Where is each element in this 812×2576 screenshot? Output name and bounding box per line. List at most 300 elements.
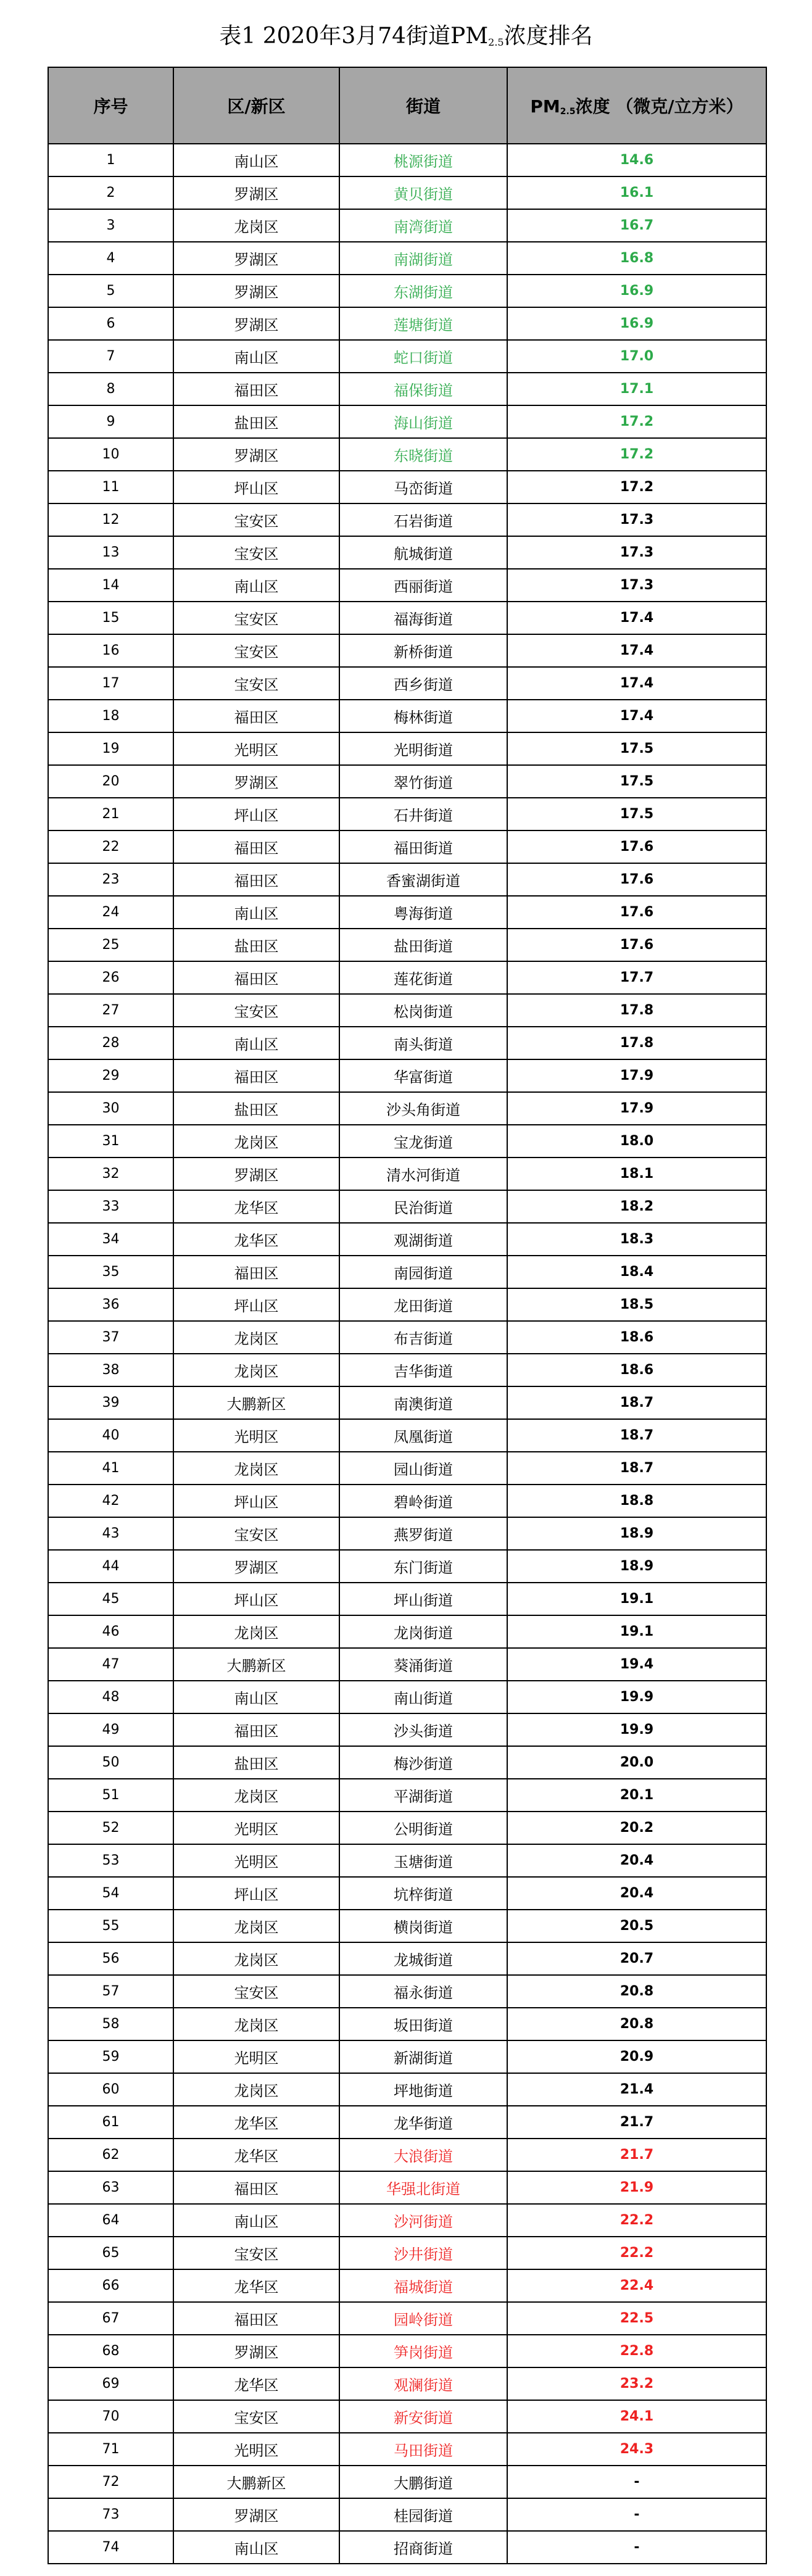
street-cell: 坪地街道 (339, 2073, 507, 2106)
street-cell: 福城街道 (339, 2269, 507, 2302)
value-cell: 17.3 (507, 569, 766, 602)
district-cell: 坪山区 (173, 1877, 339, 1910)
table-row (48, 1746, 766, 1779)
table-row (48, 503, 766, 536)
district-cell: 福田区 (173, 2302, 339, 2335)
value-cell: 21.4 (507, 2073, 766, 2106)
table-row (48, 863, 766, 896)
district-cell: 罗湖区 (173, 275, 339, 307)
table-row (48, 2367, 766, 2400)
value-cell: 17.7 (507, 961, 766, 994)
table-row (48, 2531, 766, 2564)
street-cell: 马峦街道 (339, 471, 507, 503)
value-cell: 20.5 (507, 1910, 766, 1942)
table-row (48, 1517, 766, 1550)
table-row (48, 896, 766, 929)
street-cell: 西乡街道 (339, 667, 507, 700)
district-cell: 龙岗区 (173, 1615, 339, 1648)
rank-cell: 72 (48, 2466, 173, 2498)
rank-cell: 42 (48, 1485, 173, 1517)
table-row (48, 569, 766, 602)
rank-cell: 28 (48, 1027, 173, 1059)
rank-cell: 1 (48, 144, 173, 176)
table-row (48, 2008, 766, 2040)
table-row (48, 1779, 766, 1812)
district-cell: 罗湖区 (173, 765, 339, 798)
rank-cell: 14 (48, 569, 173, 602)
district-cell: 罗湖区 (173, 438, 339, 471)
district-cell: 罗湖区 (173, 1550, 339, 1583)
district-cell: 福田区 (173, 1713, 339, 1746)
rank-cell: 66 (48, 2269, 173, 2302)
rank-cell: 33 (48, 1190, 173, 1223)
street-cell: 新桥街道 (339, 634, 507, 667)
district-cell: 福田区 (173, 830, 339, 863)
title-prefix: 表1 2020年3月74街道PM (219, 23, 489, 49)
table-row (48, 994, 766, 1027)
district-cell: 大鹏新区 (173, 1386, 339, 1419)
header-value-subscript: 2.5 (560, 107, 576, 117)
value-cell: 20.9 (507, 2040, 766, 2073)
value-cell: 17.2 (507, 438, 766, 471)
district-cell: 宝安区 (173, 667, 339, 700)
table-header-row (48, 67, 766, 144)
rank-cell: 35 (48, 1256, 173, 1288)
value-cell: 17.3 (507, 536, 766, 569)
rank-cell: 70 (48, 2400, 173, 2433)
district-cell: 罗湖区 (173, 242, 339, 275)
rank-cell: 46 (48, 1615, 173, 1648)
district-cell: 龙岗区 (173, 2073, 339, 2106)
district-cell: 宝安区 (173, 1975, 339, 2008)
district-cell: 罗湖区 (173, 2335, 339, 2367)
district-cell: 龙岗区 (173, 1354, 339, 1386)
value-cell: 19.9 (507, 1713, 766, 1746)
district-cell: 龙华区 (173, 2106, 339, 2139)
table-row (48, 1288, 766, 1321)
street-cell: 梅林街道 (339, 700, 507, 732)
street-cell: 清水河街道 (339, 1158, 507, 1190)
street-cell: 笋岗街道 (339, 2335, 507, 2367)
rank-cell: 43 (48, 1517, 173, 1550)
table-row (48, 700, 766, 732)
table-row (48, 2171, 766, 2204)
street-cell: 沙头角街道 (339, 1092, 507, 1125)
rank-cell: 34 (48, 1223, 173, 1256)
value-cell: 20.8 (507, 2008, 766, 2040)
table-row (48, 405, 766, 438)
table-row (48, 2040, 766, 2073)
rank-cell: 18 (48, 700, 173, 732)
district-cell: 龙岗区 (173, 209, 339, 242)
rank-cell: 48 (48, 1681, 173, 1713)
table-row (48, 2139, 766, 2171)
table-row (48, 1092, 766, 1125)
value-cell: 22.4 (507, 2269, 766, 2302)
value-cell: 17.3 (507, 503, 766, 536)
rank-cell: 52 (48, 1812, 173, 1844)
rank-cell: 60 (48, 2073, 173, 2106)
district-cell: 宝安区 (173, 536, 339, 569)
street-cell: 航城街道 (339, 536, 507, 569)
district-cell: 罗湖区 (173, 307, 339, 340)
district-cell: 坪山区 (173, 1485, 339, 1517)
street-cell: 南头街道 (339, 1027, 507, 1059)
table-row (48, 242, 766, 275)
district-cell: 南山区 (173, 340, 339, 373)
value-cell: 20.0 (507, 1746, 766, 1779)
district-cell: 南山区 (173, 2204, 339, 2237)
rank-cell: 15 (48, 602, 173, 634)
value-cell: - (507, 2466, 766, 2498)
district-cell: 盐田区 (173, 405, 339, 438)
district-cell: 龙华区 (173, 2367, 339, 2400)
rank-cell: 44 (48, 1550, 173, 1583)
table-row (48, 1059, 766, 1092)
table-row (48, 1844, 766, 1877)
value-cell: 18.0 (507, 1125, 766, 1158)
value-cell: 24.3 (507, 2433, 766, 2466)
district-cell: 宝安区 (173, 602, 339, 634)
street-cell: 民治街道 (339, 1190, 507, 1223)
rank-cell: 47 (48, 1648, 173, 1681)
street-cell: 黄贝街道 (339, 176, 507, 209)
district-cell: 光明区 (173, 2040, 339, 2073)
value-cell: 16.9 (507, 307, 766, 340)
street-cell: 沙河街道 (339, 2204, 507, 2237)
rank-cell: 25 (48, 929, 173, 961)
district-cell: 宝安区 (173, 2237, 339, 2269)
value-cell: 18.9 (507, 1550, 766, 1583)
value-cell: 17.6 (507, 863, 766, 896)
rank-cell: 73 (48, 2498, 173, 2531)
table-row (48, 765, 766, 798)
street-cell: 大鹏街道 (339, 2466, 507, 2498)
table-row (48, 2335, 766, 2367)
district-cell: 罗湖区 (173, 176, 339, 209)
table-row (48, 2269, 766, 2302)
street-cell: 招商街道 (339, 2531, 507, 2564)
header-district: 区/新区 (173, 67, 339, 144)
rank-cell: 67 (48, 2302, 173, 2335)
table-row (48, 1354, 766, 1386)
table-row (48, 340, 766, 373)
value-cell: 17.6 (507, 830, 766, 863)
header-street: 街道 (339, 67, 507, 144)
rank-cell: 31 (48, 1125, 173, 1158)
table-row (48, 2302, 766, 2335)
district-cell: 坪山区 (173, 1583, 339, 1615)
value-cell: 18.6 (507, 1321, 766, 1354)
value-cell: 20.8 (507, 1975, 766, 2008)
rank-cell: 56 (48, 1942, 173, 1975)
rank-cell: 74 (48, 2531, 173, 2564)
table-row (48, 471, 766, 503)
value-cell: - (507, 2531, 766, 2564)
street-cell: 园岭街道 (339, 2302, 507, 2335)
rank-cell: 20 (48, 765, 173, 798)
street-cell: 华富街道 (339, 1059, 507, 1092)
street-cell: 福海街道 (339, 602, 507, 634)
table-row (48, 2466, 766, 2498)
rank-cell: 62 (48, 2139, 173, 2171)
value-cell: 19.9 (507, 1681, 766, 1713)
table-row (48, 1386, 766, 1419)
rank-cell: 55 (48, 1910, 173, 1942)
value-cell: 17.8 (507, 1027, 766, 1059)
street-cell: 新安街道 (339, 2400, 507, 2433)
value-cell: 18.7 (507, 1386, 766, 1419)
value-cell: 18.5 (507, 1288, 766, 1321)
value-cell: 17.4 (507, 700, 766, 732)
ranking-table (48, 67, 767, 2564)
street-cell: 南湾街道 (339, 209, 507, 242)
value-cell: 17.0 (507, 340, 766, 373)
district-cell: 龙岗区 (173, 1125, 339, 1158)
table-body (48, 144, 766, 2564)
value-cell: 18.7 (507, 1419, 766, 1452)
table-row (48, 307, 766, 340)
value-cell: 17.5 (507, 765, 766, 798)
street-cell: 蛇口街道 (339, 340, 507, 373)
table-row (48, 732, 766, 765)
title-suffix: 浓度排名 (503, 23, 593, 49)
district-cell: 龙华区 (173, 2139, 339, 2171)
rank-cell: 9 (48, 405, 173, 438)
rank-cell: 8 (48, 373, 173, 405)
value-cell: 17.4 (507, 602, 766, 634)
street-cell: 东晓街道 (339, 438, 507, 471)
street-cell: 龙岗街道 (339, 1615, 507, 1648)
rank-cell: 45 (48, 1583, 173, 1615)
district-cell: 南山区 (173, 2531, 339, 2564)
rank-cell: 50 (48, 1746, 173, 1779)
street-cell: 桂园街道 (339, 2498, 507, 2531)
rank-cell: 7 (48, 340, 173, 373)
rank-cell: 49 (48, 1713, 173, 1746)
value-cell: 16.8 (507, 242, 766, 275)
street-cell: 西丽街道 (339, 569, 507, 602)
district-cell: 龙岗区 (173, 1779, 339, 1812)
district-cell: 福田区 (173, 961, 339, 994)
street-cell: 东湖街道 (339, 275, 507, 307)
street-cell: 南湖街道 (339, 242, 507, 275)
rank-cell: 63 (48, 2171, 173, 2204)
rank-cell: 22 (48, 830, 173, 863)
table-row (48, 1125, 766, 1158)
table-row (48, 1256, 766, 1288)
district-cell: 南山区 (173, 1027, 339, 1059)
district-cell: 福田区 (173, 2171, 339, 2204)
district-cell: 宝安区 (173, 2400, 339, 2433)
street-cell: 东门街道 (339, 1550, 507, 1583)
table-row (48, 1877, 766, 1910)
district-cell: 南山区 (173, 896, 339, 929)
rank-cell: 51 (48, 1779, 173, 1812)
street-cell: 燕罗街道 (339, 1517, 507, 1550)
table-row (48, 1419, 766, 1452)
street-cell: 横岗街道 (339, 1910, 507, 1942)
header-value-suffix: 浓度 （微克/立方米） (575, 96, 744, 117)
street-cell: 翠竹街道 (339, 765, 507, 798)
rank-cell: 4 (48, 242, 173, 275)
value-cell: 22.2 (507, 2237, 766, 2269)
street-cell: 布吉街道 (339, 1321, 507, 1354)
table-row (48, 1158, 766, 1190)
value-cell: 22.5 (507, 2302, 766, 2335)
street-cell: 宝龙街道 (339, 1125, 507, 1158)
street-cell: 沙头街道 (339, 1713, 507, 1746)
street-cell: 大浪街道 (339, 2139, 507, 2171)
value-cell: 18.6 (507, 1354, 766, 1386)
table-row (48, 1190, 766, 1223)
rank-cell: 32 (48, 1158, 173, 1190)
rank-cell: 17 (48, 667, 173, 700)
district-cell: 福田区 (173, 863, 339, 896)
table-row (48, 144, 766, 176)
street-cell: 光明街道 (339, 732, 507, 765)
value-cell: 18.7 (507, 1452, 766, 1485)
table-row (48, 275, 766, 307)
district-cell: 罗湖区 (173, 1158, 339, 1190)
street-cell: 碧岭街道 (339, 1485, 507, 1517)
page-title (0, 16, 812, 57)
value-cell: 17.8 (507, 994, 766, 1027)
value-cell: 17.4 (507, 667, 766, 700)
value-cell: 14.6 (507, 144, 766, 176)
value-cell: 16.1 (507, 176, 766, 209)
district-cell: 坪山区 (173, 1288, 339, 1321)
district-cell: 龙华区 (173, 2269, 339, 2302)
rank-cell: 54 (48, 1877, 173, 1910)
district-cell: 盐田区 (173, 929, 339, 961)
title-subscript: 2.5 (488, 36, 504, 48)
table-row (48, 2204, 766, 2237)
district-cell: 光明区 (173, 2433, 339, 2466)
value-cell: 16.7 (507, 209, 766, 242)
street-cell: 莲塘街道 (339, 307, 507, 340)
street-cell: 坪山街道 (339, 1583, 507, 1615)
rank-cell: 39 (48, 1386, 173, 1419)
rank-cell: 29 (48, 1059, 173, 1092)
street-cell: 马田街道 (339, 2433, 507, 2466)
rank-cell: 11 (48, 471, 173, 503)
value-cell: 17.1 (507, 373, 766, 405)
table-row (48, 1648, 766, 1681)
value-cell: - (507, 2498, 766, 2531)
rank-cell: 23 (48, 863, 173, 896)
rank-cell: 3 (48, 209, 173, 242)
street-cell: 福田街道 (339, 830, 507, 863)
street-cell: 海山街道 (339, 405, 507, 438)
district-cell: 大鹏新区 (173, 2466, 339, 2498)
street-cell: 平湖街道 (339, 1779, 507, 1812)
rank-cell: 5 (48, 275, 173, 307)
value-cell: 22.8 (507, 2335, 766, 2367)
district-cell: 福田区 (173, 700, 339, 732)
street-cell: 吉华街道 (339, 1354, 507, 1386)
value-cell: 20.4 (507, 1877, 766, 1910)
rank-cell: 13 (48, 536, 173, 569)
table-row (48, 1942, 766, 1975)
street-cell: 葵涌街道 (339, 1648, 507, 1681)
rank-cell: 71 (48, 2433, 173, 2466)
street-cell: 粤海街道 (339, 896, 507, 929)
district-cell: 宝安区 (173, 994, 339, 1027)
header-value-prefix: PM (530, 96, 560, 117)
table-row (48, 2073, 766, 2106)
rank-cell: 68 (48, 2335, 173, 2367)
rank-cell: 58 (48, 2008, 173, 2040)
rank-cell: 21 (48, 798, 173, 830)
street-cell: 南山街道 (339, 1681, 507, 1713)
street-cell: 松岗街道 (339, 994, 507, 1027)
value-cell: 20.1 (507, 1779, 766, 1812)
value-cell: 18.1 (507, 1158, 766, 1190)
district-cell: 龙岗区 (173, 1910, 339, 1942)
value-cell: 18.2 (507, 1190, 766, 1223)
rank-cell: 61 (48, 2106, 173, 2139)
table-row (48, 536, 766, 569)
rank-cell: 41 (48, 1452, 173, 1485)
table-row (48, 1485, 766, 1517)
table-row (48, 373, 766, 405)
street-cell: 龙华街道 (339, 2106, 507, 2139)
district-cell: 龙岗区 (173, 1452, 339, 1485)
value-cell: 18.9 (507, 1517, 766, 1550)
rank-cell: 64 (48, 2204, 173, 2237)
district-cell: 宝安区 (173, 1517, 339, 1550)
table-row (48, 1713, 766, 1746)
rank-cell: 38 (48, 1354, 173, 1386)
rank-cell: 37 (48, 1321, 173, 1354)
table-row (48, 602, 766, 634)
table-row (48, 1223, 766, 1256)
value-cell: 17.5 (507, 732, 766, 765)
table-row (48, 1681, 766, 1713)
district-cell: 光明区 (173, 1419, 339, 1452)
value-cell: 22.2 (507, 2204, 766, 2237)
value-cell: 19.4 (507, 1648, 766, 1681)
street-cell: 石岩街道 (339, 503, 507, 536)
street-cell: 香蜜湖街道 (339, 863, 507, 896)
rank-cell: 6 (48, 307, 173, 340)
district-cell: 南山区 (173, 569, 339, 602)
table-row (48, 1910, 766, 1942)
district-cell: 福田区 (173, 1059, 339, 1092)
street-cell: 梅沙街道 (339, 1746, 507, 1779)
district-cell: 光明区 (173, 732, 339, 765)
table-row (48, 176, 766, 209)
district-cell: 龙岗区 (173, 1321, 339, 1354)
rank-cell: 65 (48, 2237, 173, 2269)
value-cell: 16.9 (507, 275, 766, 307)
value-cell: 17.9 (507, 1092, 766, 1125)
district-cell: 坪山区 (173, 798, 339, 830)
value-cell: 17.6 (507, 929, 766, 961)
table-row (48, 2237, 766, 2269)
street-cell: 公明街道 (339, 1812, 507, 1844)
value-cell: 17.2 (507, 471, 766, 503)
street-cell: 华强北街道 (339, 2171, 507, 2204)
rank-cell: 2 (48, 176, 173, 209)
value-cell: 20.7 (507, 1942, 766, 1975)
district-cell: 大鹏新区 (173, 1648, 339, 1681)
district-cell: 光明区 (173, 1812, 339, 1844)
district-cell: 福田区 (173, 373, 339, 405)
street-cell: 玉塘街道 (339, 1844, 507, 1877)
district-cell: 盐田区 (173, 1092, 339, 1125)
